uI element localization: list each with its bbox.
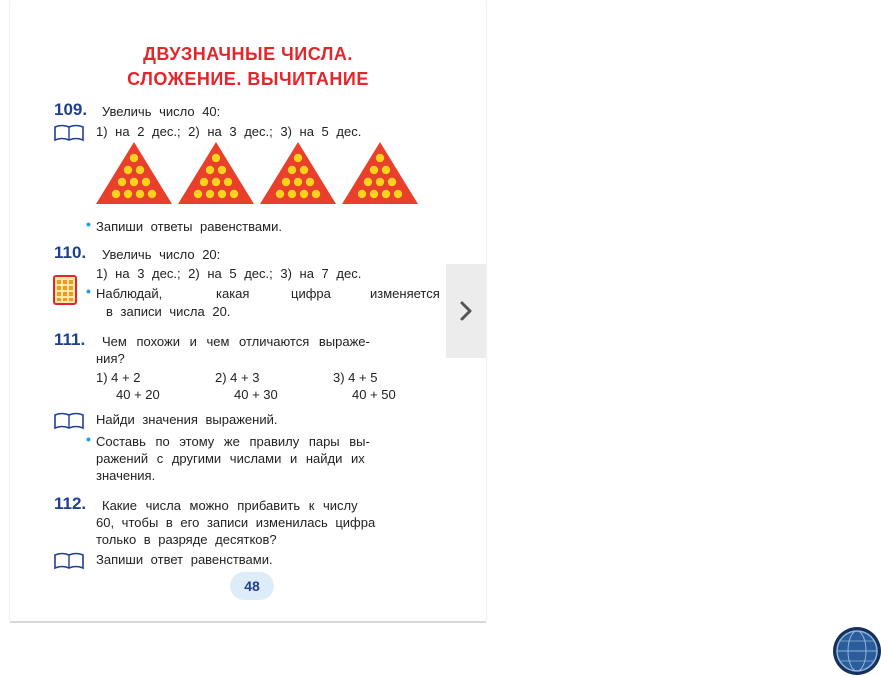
exercise-110-line4: в записи числа 20. bbox=[106, 304, 231, 319]
exercise-110-word4: изменяется bbox=[370, 286, 440, 301]
exercise-112-line3: только в разряде десятков? bbox=[96, 532, 277, 547]
exercise-111-compose-2: ражений с другими числами и найди их bbox=[96, 451, 365, 466]
expression-1b: 40 + 20 bbox=[116, 387, 160, 402]
exercise-110-word2: какая bbox=[216, 286, 250, 301]
exercise-110-word1: Наблюдай, bbox=[96, 286, 163, 301]
expression-3a: 3) 4 + 5 bbox=[333, 370, 378, 385]
bullet-dot: • bbox=[86, 431, 91, 447]
triangle-1 bbox=[96, 142, 172, 204]
exercise-109-line2: 1) на 2 дес.; 2) на 3 дес.; 3) на 5 дес. bbox=[96, 124, 362, 139]
exercise-111-number: 111. bbox=[54, 330, 86, 349]
textbook-page bbox=[10, 0, 486, 622]
expression-3b: 40 + 50 bbox=[352, 387, 396, 402]
exercise-110-word3: цифра bbox=[291, 286, 331, 301]
exercise-112-line2: 60, чтобы в его записи изменилась цифра bbox=[96, 515, 376, 530]
expression-1a: 1) 4 + 2 bbox=[96, 370, 141, 385]
exercise-112-line1: Какие числа можно прибавить к числу bbox=[102, 498, 358, 513]
exercise-112-number: 112. bbox=[54, 494, 87, 513]
exercise-110-number: 110. bbox=[54, 243, 87, 262]
exercise-112-answer: Запиши ответ равенствами. bbox=[96, 552, 273, 567]
exercise-109-line1: Увеличь число 40: bbox=[102, 104, 221, 119]
triangle-2 bbox=[178, 142, 254, 204]
exercise-111-find: Найди значения выражений. bbox=[96, 412, 278, 427]
exercise-111-compose-3: значения. bbox=[96, 468, 156, 483]
exercise-110-line2: 1) на 3 дес.; 2) на 5 дес.; 3) на 7 дес. bbox=[96, 266, 362, 281]
exercise-109-number: 109. bbox=[54, 100, 88, 119]
bullet-dot: • bbox=[86, 216, 91, 232]
page-title-line1: ДВУЗНАЧНЫЕ ЧИСЛА. bbox=[143, 44, 353, 64]
page-divider bbox=[10, 621, 486, 623]
exercise-111-line1: Чем похожи и чем отличаются выраже- bbox=[102, 334, 370, 349]
expression-2b: 40 + 30 bbox=[234, 387, 278, 402]
page-title-line2: СЛОЖЕНИЕ. ВЫЧИТАНИЕ bbox=[127, 69, 369, 89]
globe-badge-icon[interactable] bbox=[832, 626, 881, 676]
book-icon bbox=[53, 124, 85, 142]
exercise-110-line1: Увеличь число 20: bbox=[102, 247, 221, 262]
exercise-109-bullet: Запиши ответы равенствами. bbox=[96, 219, 282, 234]
page-number: 48 bbox=[230, 572, 274, 600]
book-icon bbox=[53, 552, 85, 570]
calculator-icon bbox=[53, 275, 77, 305]
triangle-4 bbox=[342, 142, 418, 204]
next-page-button[interactable] bbox=[446, 264, 486, 358]
exercise-111-compose-1: Составь по этому же правилу пары вы- bbox=[96, 434, 370, 449]
expression-2a: 2) 4 + 3 bbox=[215, 370, 260, 385]
triangle-3 bbox=[260, 142, 336, 204]
chevron-right-icon bbox=[459, 300, 473, 322]
exercise-111-line2: ния? bbox=[96, 351, 125, 366]
book-icon bbox=[53, 412, 85, 430]
bullet-dot: • bbox=[86, 283, 91, 299]
triangle-dots-figures bbox=[96, 140, 426, 206]
